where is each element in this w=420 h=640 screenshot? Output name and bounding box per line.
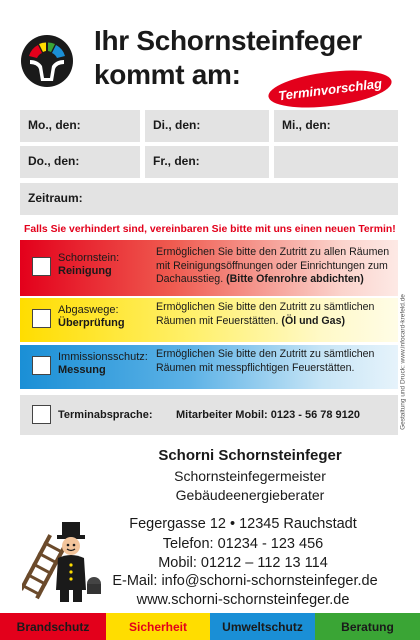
checkbox-flue-check[interactable] [32,309,51,328]
appointment-label: Terminabsprache: [58,409,153,421]
task-label-line2: Überprüfung [58,317,125,329]
task-label-line2: Messung [58,364,106,376]
date-field-wednesday: Mi., den: [274,110,398,142]
company-name: Schorni Schornsteinfeger [158,447,342,464]
task-band-flue-check [20,298,398,342]
date-field-thursday: Do., den: [20,146,140,178]
reschedule-notice: Falls Sie verhindert sind, vereinbaren Sie bitte mit uns einen neuen Termin! [24,224,396,235]
footer-environment: Umweltschutz [210,613,315,640]
date-field-monday: Mo., den: [20,110,140,142]
side-credit [396,262,410,462]
task-label-chimney [58,252,119,278]
title-line-1: Ihr Schornsteinfeger [94,25,362,56]
task-text-plain: Ermöglichen Sie bitte den Zutritt zu sämtlichen Räumen mit messpflichtigen Feuerstätten. [156,348,375,374]
address-email: E-Mail: info@schorni-schornsteinfeger.de [112,573,378,589]
task-text-plain: Ermöglichen Sie bitte den Zutritt zu allen Räumen mit Reinigungsöffnungen oder Einrichtungen zum Dachausstieg. [156,246,390,285]
company-role-2: Gebäudeenergieberater [175,487,325,503]
checkbox-appointment[interactable] [32,405,51,424]
task-text-bold: (Bitte Ofenrohre abdichten) [226,273,364,285]
company-role-1: Schornsteinfegermeister [174,468,326,484]
staff-mobile: Mitarbeiter Mobil: 0123 - 56 78 9120 [176,409,361,421]
footer-safety: Sicherheit [106,613,210,640]
date-field-tuesday: Di., den: [145,110,269,142]
checkbox-chimney-cleaning[interactable] [32,257,51,276]
task-band-chimney-cleaning [20,240,398,296]
address-street: Fegergasse 12 • 12345 Rauchstadt [129,516,357,532]
chimney-sweep-illustration [22,520,122,604]
appointment-suggestion-badge: Terminvorschlag [266,65,393,114]
task-text-chimney [156,246,396,287]
address-phone: Telefon: 01234 - 123 456 [162,536,324,552]
task-label-emission [58,351,148,377]
address-website[interactable]: www.schorni-schornsteinfeger.de [136,592,350,608]
title-line-2: kommt am: [94,59,241,90]
task-text-bold: (Öl und Gas) [281,314,345,327]
checkbox-emission-measurement[interactable] [32,356,51,375]
task-label-line1: Immissionsschutz: [58,351,148,363]
task-label-line1: Schornstein: [58,252,120,264]
date-field-period: Zeitraum: [20,183,398,215]
footer-fire-protection: Brandschutz [0,613,106,640]
task-label-line2: Reinigung [58,265,112,277]
task-text-flue [156,301,396,328]
address-mobile: Mobil: 01212 – 112 13 114 [158,555,328,571]
date-field-friday: Fr., den: [145,146,269,178]
task-text-emission [156,348,396,375]
appointment-row [20,395,398,435]
task-label-flue [58,304,125,330]
task-band-emission-measurement [20,345,398,389]
date-field-blank [274,146,398,178]
guild-logo [20,34,74,88]
task-label-line1: Abgaswege: [58,304,119,316]
side-credit-text: Gestaltung und Druck: www.infocard-krefeld.de [399,294,407,430]
footer-consulting: Beratung [315,613,420,640]
task-text-plain: Ermöglichen Sie bitte den Zutritt zu sämtlichen Räumen mit Feuerstätten. [156,301,375,327]
